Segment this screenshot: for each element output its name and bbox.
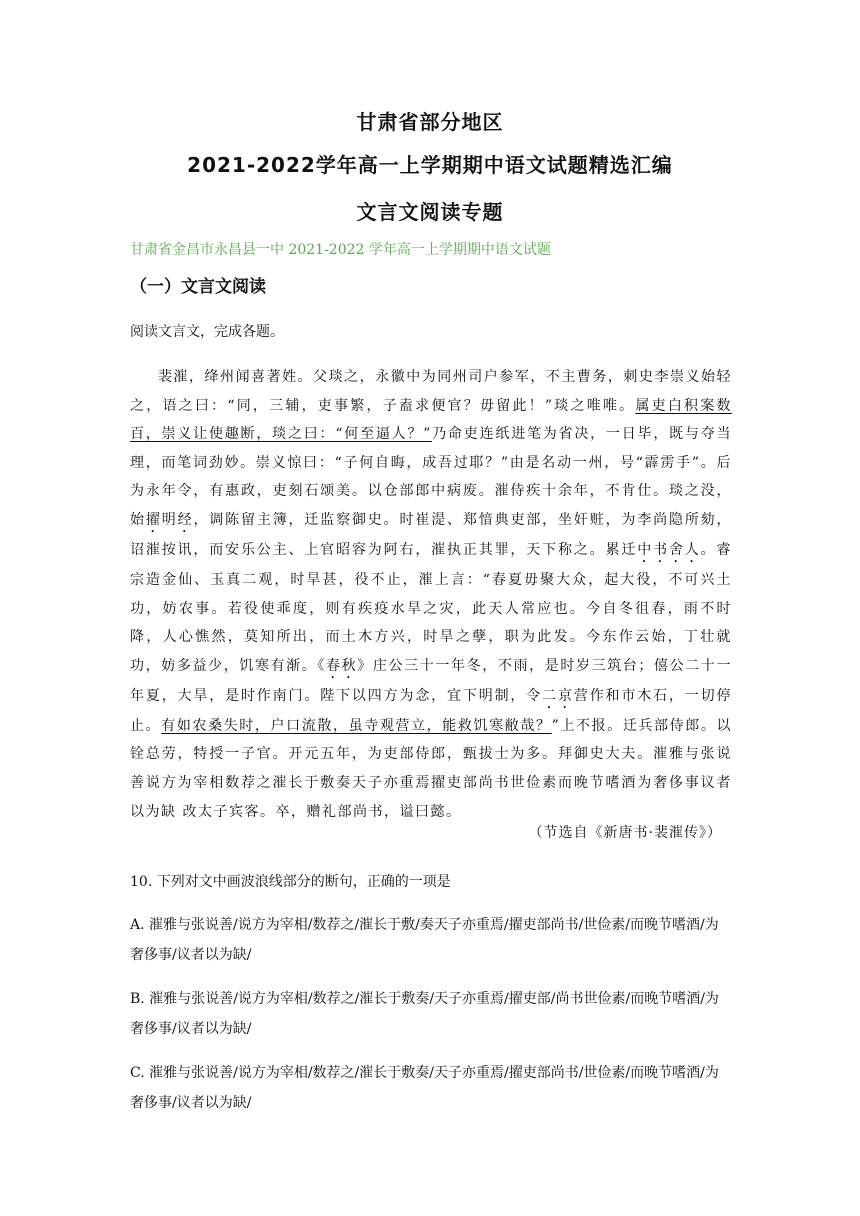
title-main: 2021-2022学年高一上学期期中语文试题精选汇编	[187, 153, 673, 177]
instruction-text: 阅读文言文，完成各题。	[130, 324, 284, 340]
underlined-sentence: 属吏白积案数百，崇义让使趣断，琰之曰：“何至逼人？”	[130, 397, 732, 443]
passage-text: 裴漼，绛州闻喜著姓。父琰之，永徽中为同州司户参军，不主曹务，刺史李崇义始轻之，语之曰：“同，三辅，吏事繁，子盍求便官？毋留此！”琰之唯唯。	[130, 369, 732, 414]
source-link[interactable]: 甘肃省金昌市永昌县一中 2021-2022 学年高一上学期期中语文试题	[130, 242, 551, 258]
option-c: C. 漼雅与张说善/说方为宰相/数荐之/漼长于敷奏/天子亦重焉/擢吏部尚书/世俭素/而晚节嗜酒/为奢侈事/议者以为缺/	[130, 1065, 719, 1111]
title-region: 甘肃省部分地区	[356, 110, 504, 134]
section-heading: （一）文言文阅读	[130, 277, 266, 297]
title-topic: 文言文阅读专题	[356, 200, 504, 224]
emphasized-word: 中书舍人	[637, 541, 701, 558]
passage-text: 乃命吏连纸进笔为省决，一日毕，既与夺当理，而笔词劲妙。崇义惊曰：“子何自晦，成吾过耶？”由是名动一州，号“霹雳手”。后为永年令，有惠政，吏刻石颂美。以仓部郎中病废。漼侍疾十余年，不肯仕。琰之没，始	[130, 426, 732, 528]
question-stem: 10. 下列对文中画波浪线部分的断句，正确的一项是	[130, 874, 451, 890]
passage-text: ，调陈留主簿，迁监察御史。时崔湜、郑愔典吏部，坐奸赃，为李尚隐所劾，诏漼按讯，而安乐公主、上官昭容为阿右，漼执正其罪，天下称之。累迁	[130, 511, 733, 558]
option-a: A. 漼雅与张说善/说方为宰相/数荐之/漼长于敷/奏天子亦重焉/擢吏部尚书/世俭素/而晚节嗜酒/为奢侈事/议者以为缺/	[130, 917, 719, 963]
emphasized-word: 二京	[542, 687, 574, 704]
passage-text: 。睿宗造金仙、玉真二观，时旱甚，役不止，漼上言：“春夏毋聚大众，起大役，不可兴土功，妨农事。若役使乖度，则有疾疫水旱之灾，此天人常应也。今自冬徂春，雨不时降，人心憔然，莫知所出，而土木方兴，时旱之孽，职为此发。今东作云始，丁壮就功，妨多益少，饥寒有渐。《	[130, 541, 733, 674]
classical-passage	[130, 363, 732, 826]
passage-text: ”上不报。迁兵部侍郎。以铨总劳，特授一子官。开元五年，为吏部侍郎，甄拔士为多。拜御史大夫。漼雅与张说善说方为宰相数荐之漼长于敷奏天子亦重焉擢吏部尚书世俭素而晚节嗜酒为奢侈事议者以为缺 改太子宾客。卒，赠礼部尚书，谥曰懿。	[130, 717, 733, 820]
underlined-sentence: 有如农桑失时，户口流散，虽寺观营立，能救饥寒敝哉？	[161, 717, 552, 734]
emphasized-word: 擢	[145, 511, 162, 528]
passage-text: 》庄公三十一年冬，不雨，是时岁三筑台；僖公二十一年夏，大旱，是时作南门。陛下以四方为念，宜下明制，令	[130, 657, 733, 704]
emphasized-word: 春秋	[326, 657, 358, 674]
passage-text: 明	[161, 511, 178, 528]
option-b: B. 漼雅与张说善/说方为宰相/数荐之/漼长于敷奏/天子亦重焉/擢吏部/尚书世俭素/而晚节嗜酒/为奢侈事/议者以为缺/	[130, 991, 719, 1037]
passage-text: 营作和市木石，一切停止。	[130, 687, 733, 734]
passage-paragraph	[130, 363, 732, 826]
emphasized-word: 经	[177, 511, 194, 528]
passage-citation: （节选自《新唐书·裴漼传》）	[528, 825, 722, 841]
